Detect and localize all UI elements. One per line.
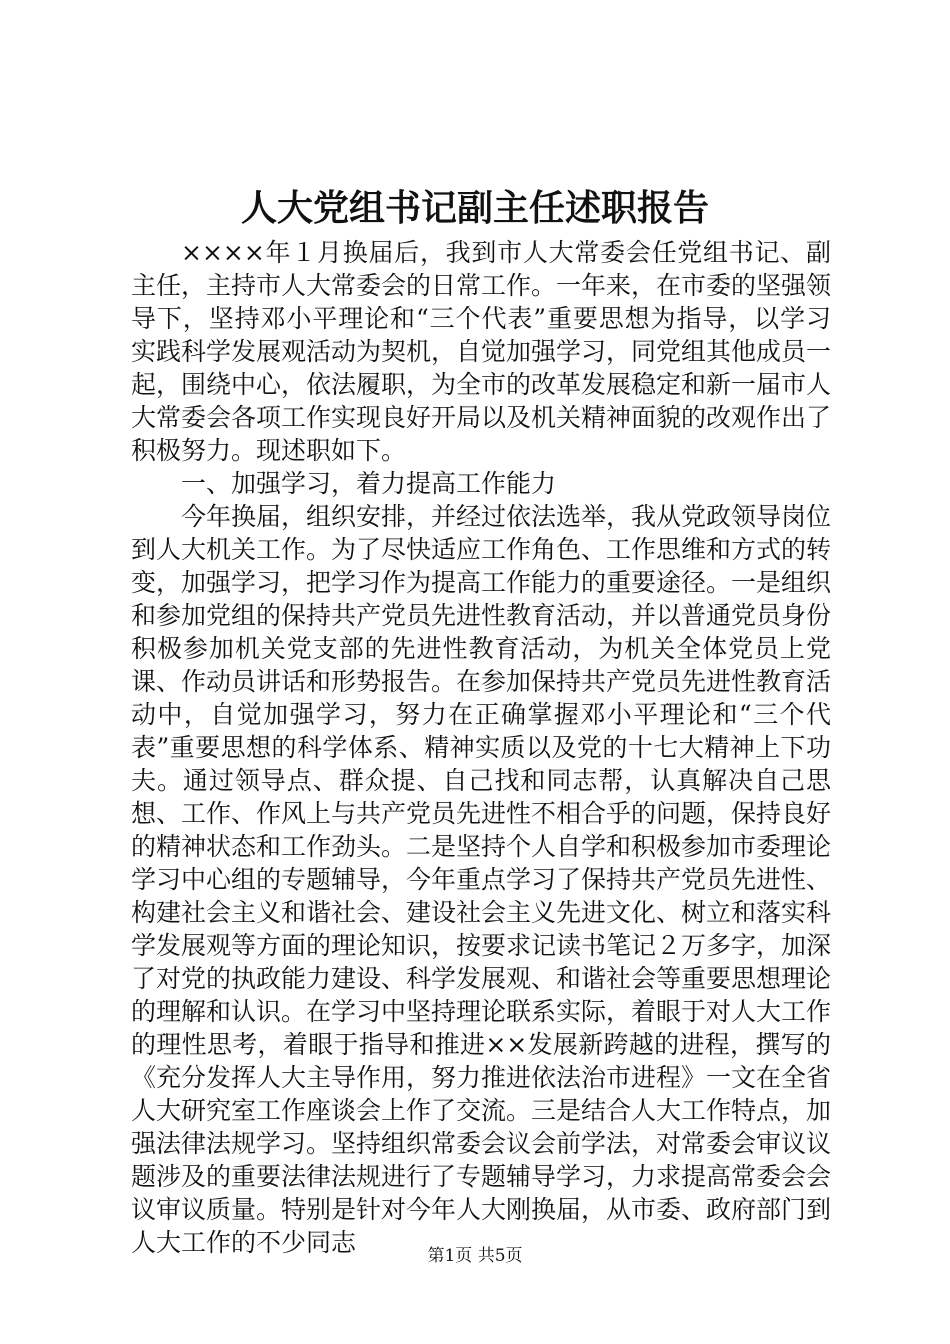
paragraph-section-1: 今年换届，组织安排，并经过依法选举，我从党政领导岗位到人大机关工作。为了尽快适应工作角色、工作思维和方式的转变，加强学习，把学习作为提高工作能力的重要途径。一是组织和参加党组的保持共产党员先进性教育活动，并以普通党员身份积极参加机关党支部的先进性教育活动，为机关全体党员上党课、作动员讲话和形势报告。在参加保持共产党员先进性教育活动中，自觉加强学习，努力在正确掌握邓小平理论和“三个代表”重要思想的科学体系、精神实质以及党的十七大精神上下功夫。通过领导点、群众提、自己找和同志帮，认真解决自己思想、工作、作风上与共产党员先进性不相合乎的问题，保持良好的精神状态和工作劲头。二是坚持个人自学和积极参加市委理论学习中心组的专题辅导，今年重点学习了保持共产党员先进性、构建社会主义和谐社会、建设社会主义先进文化、树立和落实科学发展观等方面的理论知识，按要求记读书笔记２万多字，加深了对党的执政能力建设、科学发展观、和谐社会等重要思想理论的理解和认识。在学习中坚持理论联系实际，着眼于对人大工作的理性思考，着眼于指导和推进××发展新跨越的进程，撰写的《充分发挥人大主导作用，努力推进依法治市进程》一文在全省人大研究室工作座谈会上作了交流。三是结合人大工作特点，加强法律法规学习。坚持组织常委会议会前学法，对常委会审议议题涉及的重要法律法规进行了专题辅导学习，力求提高常委会会议审议质量。特别是针对今年人大刚换届，从市委、政府部门到人大工作的不少同志 [131,502,832,1257]
document-body [131,236,831,1259]
section-heading-1: 一、加强学习，着力提高工作能力 [181,469,557,498]
page-number: 第1页 共5页 [427,1246,523,1266]
paragraph-intro: ××××年１月换届后，我到市人大常委会任党组书记、副主任，主持市人大常委会的日常工作。一年来，在市委的坚强领导下，坚持邓小平理论和“三个代表”重要思想为指导，以学习实践科学发展观活动为契机，自觉加强学习，同党组其他成员一起，围绕中心，依法履职，为全市的改革发展稳定和新一届市人大常委会各项工作实现良好开局以及机关精神面貌的改观作出了积极努力。现述职如下。 [131,238,832,465]
document-title: 人大党组书记副主任述职报告 [240,187,709,229]
